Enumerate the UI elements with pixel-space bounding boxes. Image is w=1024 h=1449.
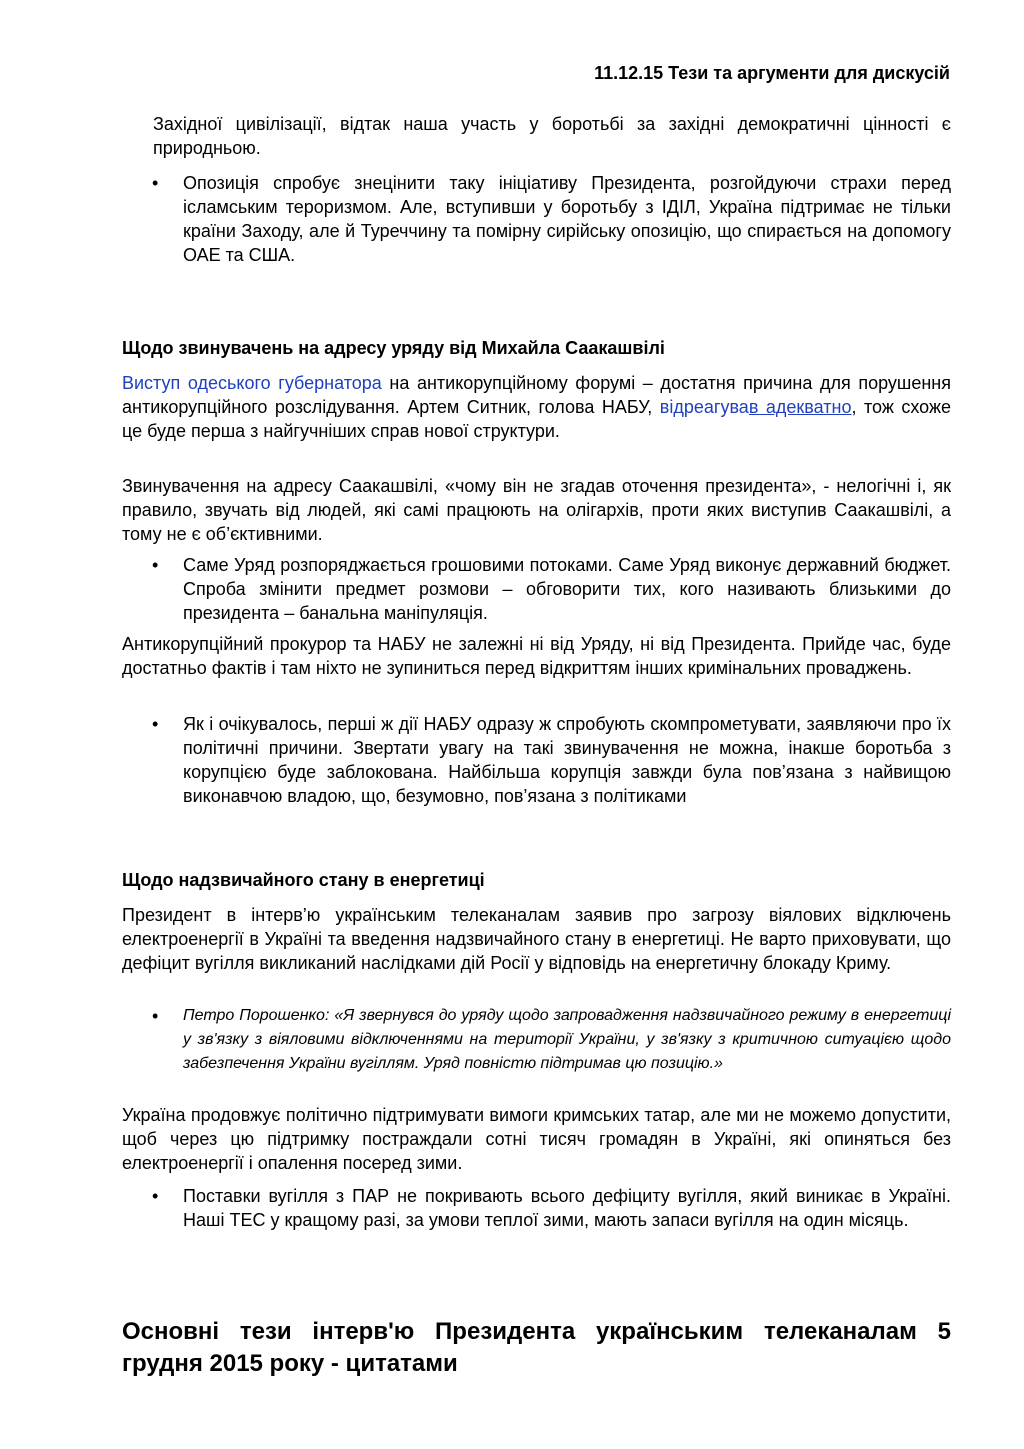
section-heading: Щодо надзвичайного стану в енергетиці <box>122 870 485 890</box>
speech-link[interactable]: Виступ одеського губернатора <box>122 373 382 393</box>
list-item <box>122 171 951 267</box>
paragraph: Звинувачення на адресу Саакашвілі, «чому він не згадав оточення президента», - нелогічні і, як правило, звучать від людей, які самі працюють на олігархів, проти яких виступив Саакашвілі, а тому не є об’єктивними. <box>122 476 951 544</box>
intro-paragraph: Західної цивілізації, відтак наша участь у боротьбі за західні демократичні цінності є природньою. <box>153 114 951 158</box>
reaction-link[interactable]: в адекватно <box>748 397 852 417</box>
bullet-text: Як і очікувалось, перші ж дії НАБУ одразу ж спробують скомпрометувати, заявляючи про їх політичні причини. Звертати увагу на такі звинувачення не можна, інакше боротьба з корупцією буде заблокована. Найбільша корупція завжди була пов’язана з найвищою виконавчою владою, що, безумовно, пов’язана з політиками <box>183 714 951 806</box>
footer-heading: Основні тези інтерв'ю Президента українським телеканалам 5 грудня 2015 року - цитатами <box>122 1318 951 1377</box>
paragraph: Антикорупційний прокурор та НАБУ не залежні ні від Уряду, ні від Президента. Прийде час, буде достатньо фактів і там ніхто не зупиниться перед відкриттям інших кримінальних проваджень. <box>122 634 951 678</box>
bullet-icon: • <box>152 173 159 193</box>
list-item <box>122 553 951 625</box>
paragraph-text: на антикорупційному форумі – достатня причина для порушення антикорупційного розслідування. Артем Ситник, голова НАБУ, <box>122 373 951 417</box>
bullet-text: Поставки вугілля з ПАР не покривають всього дефіциту вугілля, який виникає в Україні. Наші ТЕС у кращому разі, за умови теплої зими, мають запаси вугілля на один місяць. <box>183 1186 951 1230</box>
list-item <box>122 712 951 808</box>
bullet-icon: • <box>152 714 159 734</box>
reaction-link-start[interactable]: відреагува <box>659 397 749 417</box>
bullet-icon: • <box>152 1186 159 1206</box>
paragraph: Україна продовжує політично підтримувати вимоги кримських татар, але ми не можемо допустити, щоб через цю підтримку постраждали сотні тисяч громадян в Україні, які опиняться без електроенергії і опалення посеред зими. <box>122 1105 951 1173</box>
list-item <box>122 1004 951 1076</box>
quote-text: Петро Порошенко: «Я звернувся до уряду щодо запровадження надзвичайного режиму в енергетиці у зв'язку з віяловими відключеннями на території України, у зв'язку з критичною ситуацією щодо забезпечення України вугіллям. Уряд повністю підтримав цю позицію.» <box>183 1007 951 1072</box>
section-heading: Щодо звинувачень на адресу уряду від Михайла Саакашвілі <box>122 338 665 358</box>
bullet-text: Саме Уряд розпоряджається грошовими потоками. Саме Уряд виконує державний бюджет. Спроба змінити предмет розмови – обговорити тих, кого називають близькими до президента – банальна маніпуляція. <box>183 555 951 623</box>
paragraph: Президент в інтерв’ю українським телеканалам заявив про загрозу віялових відключень електроенергії в Україні та введення надзвичайного стану в енергетиці. Не варто приховувати, що дефіцит вугілля викликаний наслідками дій Росії у відповідь на енергетичну блокаду Криму. <box>122 905 951 973</box>
paragraph <box>122 371 951 443</box>
bullet-icon: • <box>152 1006 159 1026</box>
paragraph-text: , тож схоже це буде перша з найгучніших справ нової структури. <box>122 397 952 441</box>
page-header: 11.12.15 Тези та аргументи для дискусій <box>594 63 950 83</box>
list-item <box>122 1184 951 1232</box>
bullet-icon: • <box>152 555 159 575</box>
bullet-text: Опозиція спробує знецінити таку ініціативу Президента, розгойдуючи страхи перед ісламським тероризмом. Але, вступивши у боротьбу з ІДІЛ, Україна підтримає не тільки країни Заходу, але й Туреччину та помірну сирійську опозицію, що спирається на допомогу ОАЕ та США. <box>183 173 951 265</box>
